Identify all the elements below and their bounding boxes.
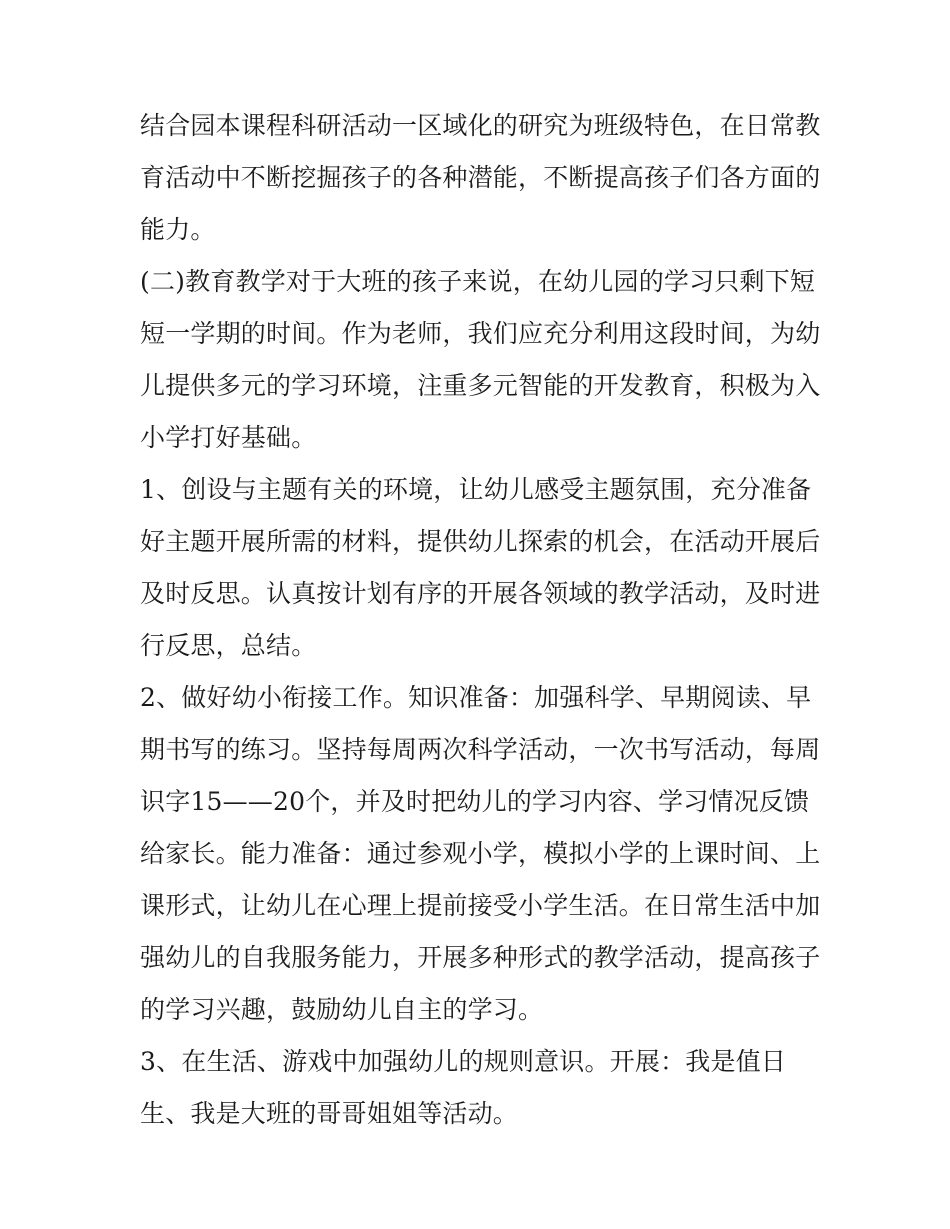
- text-line: 3、在生活、游戏中加强幼儿的规则意识。开展：我是值日: [140, 1047, 787, 1076]
- text-line: 育活动中不断挖掘孩子的各种潜能，不断提高孩子们各方面的: [140, 163, 821, 192]
- text-line: 强幼儿的自我服务能力，开展多种形式的教学活动，提高孩子: [140, 943, 821, 972]
- text-line: 1、创设与主题有关的环境，让幼儿感受主题氛围，充分准备: [140, 475, 812, 504]
- text-line: 课形式，让幼儿在心理上提前接受小学生活。在日常生活中加: [140, 891, 821, 920]
- text-line: (二)教育教学对于大班的孩子来说，在幼儿园的学习只剩下短: [140, 267, 816, 296]
- text-line: 及时反思。认真按计划有序的开展各领域的教学活动，及时进: [140, 579, 821, 608]
- text-line: 能力。: [140, 215, 216, 244]
- text-line: 生、我是大班的哥哥姐姐等活动。: [140, 1099, 519, 1128]
- text-line: 小学打好基础。: [140, 423, 317, 452]
- document-body: [140, 107, 830, 1147]
- text-line: 儿提供多元的学习环境，注重多元智能的开发教育，积极为入: [140, 371, 821, 400]
- text-line: 短一学期的时间。作为老师，我们应充分利用这段时间，为幼: [140, 319, 821, 348]
- text-line: 好主题开展所需的材料，提供幼儿探索的机会，在活动开展后: [140, 527, 821, 556]
- text-line: 行反思，总结。: [140, 631, 317, 660]
- text-line: 结合园本课程科研活动一区域化的研究为班级特色，在日常教: [140, 111, 821, 140]
- text-line: 2、做好幼小衔接工作。知识准备：加强科学、早期阅读、早: [140, 683, 812, 712]
- text-line: 给家长。能力准备：通过参观小学，模拟小学的上课时间、上: [140, 839, 821, 868]
- text-line: 期书写的练习。坚持每周两次科学活动，一次书写活动，每周: [140, 735, 821, 764]
- text-line: 的学习兴趣，鼓励幼儿自主的学习。: [140, 995, 544, 1024]
- text-line: 识字15——20个，并及时把幼儿的学习内容、学习情况反馈: [140, 787, 810, 816]
